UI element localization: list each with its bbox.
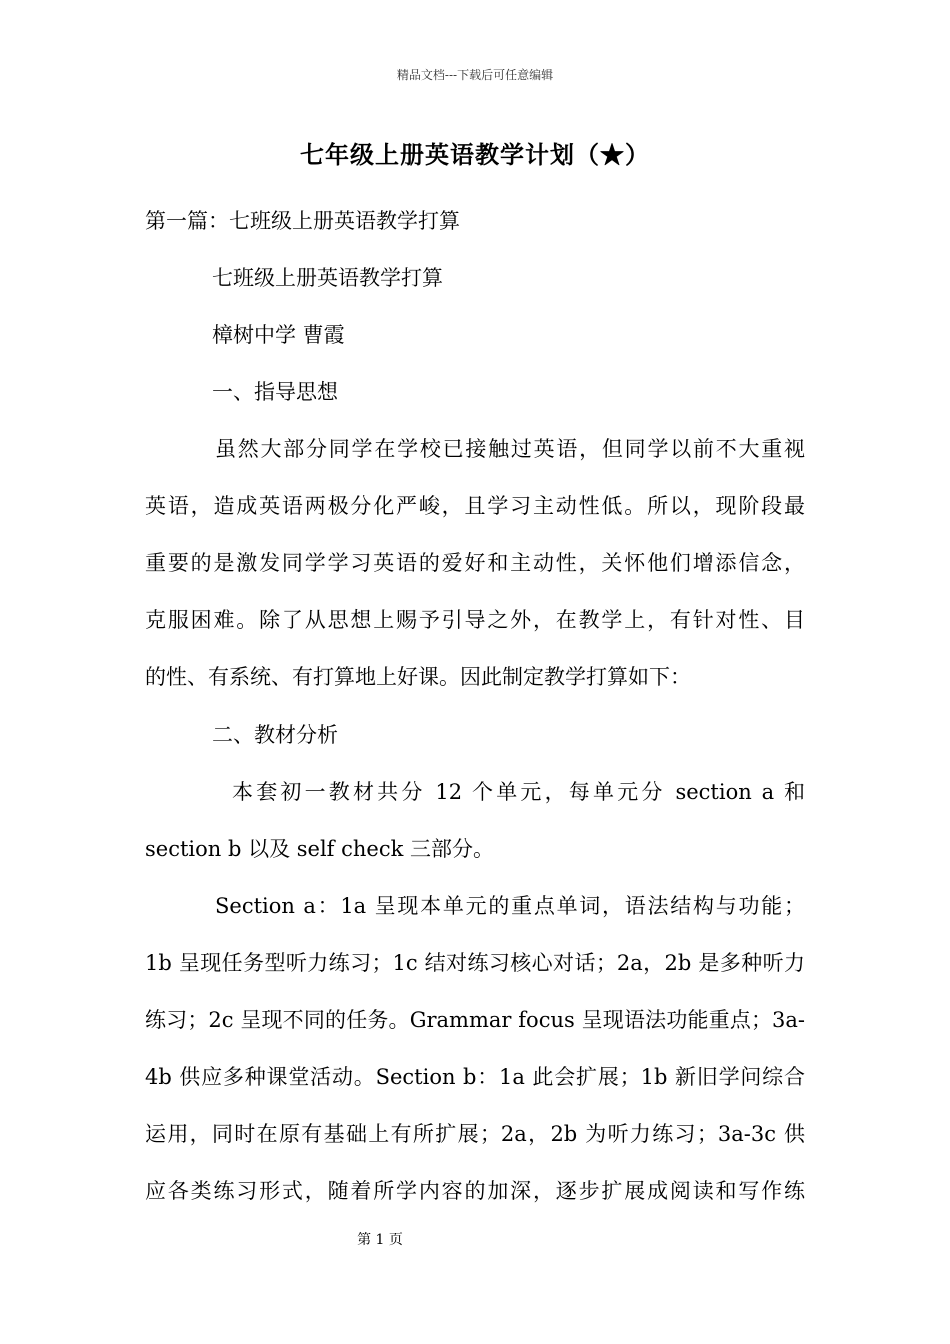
paragraph-line: 运用，同时在原有基础上有所扩展；2a，2b 为听力练习；3a-3c 供 [145, 1122, 805, 1146]
paragraph-line: 应各类练习形式，随着所学内容的加深，逐步扩展成阅读和写作练 [145, 1179, 805, 1203]
page-number: 第 1 页 [357, 1232, 403, 1248]
paragraph-line: 虽然大部分同学在学校已接触过英语，但同学以前不大重视 [215, 437, 805, 461]
paragraph-line: 英语，造成英语两极分化严峻，且学习主动性低。所以，现阶段最 [145, 494, 805, 518]
section-heading-2: 二、教材分析 [212, 723, 338, 747]
section-heading-1: 一、指导思想 [212, 380, 338, 404]
paragraph-line: 的性、有系统、有打算地上好课。因此制定教学打算如下： [145, 665, 691, 689]
paragraph-line: 1b 呈现任务型听力练习；1c 结对练习核心对话；2a，2b 是多种听力 [145, 951, 805, 975]
paragraph-line: 重要的是激发同学学习英语的爱好和主动性，关怀他们增添信念， [145, 551, 805, 575]
paragraph-line: 本套初一教材共分 12 个单元，每单元分 section a 和 [232, 780, 805, 804]
paragraph-line: 克服困难。除了从思想上赐予引导之外，在教学上，有针对性、目 [145, 608, 805, 632]
page-header: 精品文档---下载后可任意编辑 [396, 68, 554, 82]
document-subtitle: 七班级上册英语教学打算 [212, 266, 443, 290]
paragraph-line: 4b 供应多种课堂活动。Section b：1a 此会扩展；1b 新旧学问综合 [145, 1065, 805, 1089]
author-line: 樟树中学 曹霞 [212, 323, 345, 347]
paragraph-line: 练习；2c 呈现不同的任务。Grammar focus 呈现语法功能重点；3a- [145, 1008, 805, 1032]
paragraph-line: section b 以及 self check 三部分。 [145, 837, 495, 861]
document-title: 七年级上册英语教学计划（★） [300, 140, 650, 169]
chapter-heading: 第一篇：七班级上册英语教学打算 [145, 209, 460, 233]
paragraph-line: Section a：1a 呈现本单元的重点单词，语法结构与功能； [215, 894, 805, 918]
